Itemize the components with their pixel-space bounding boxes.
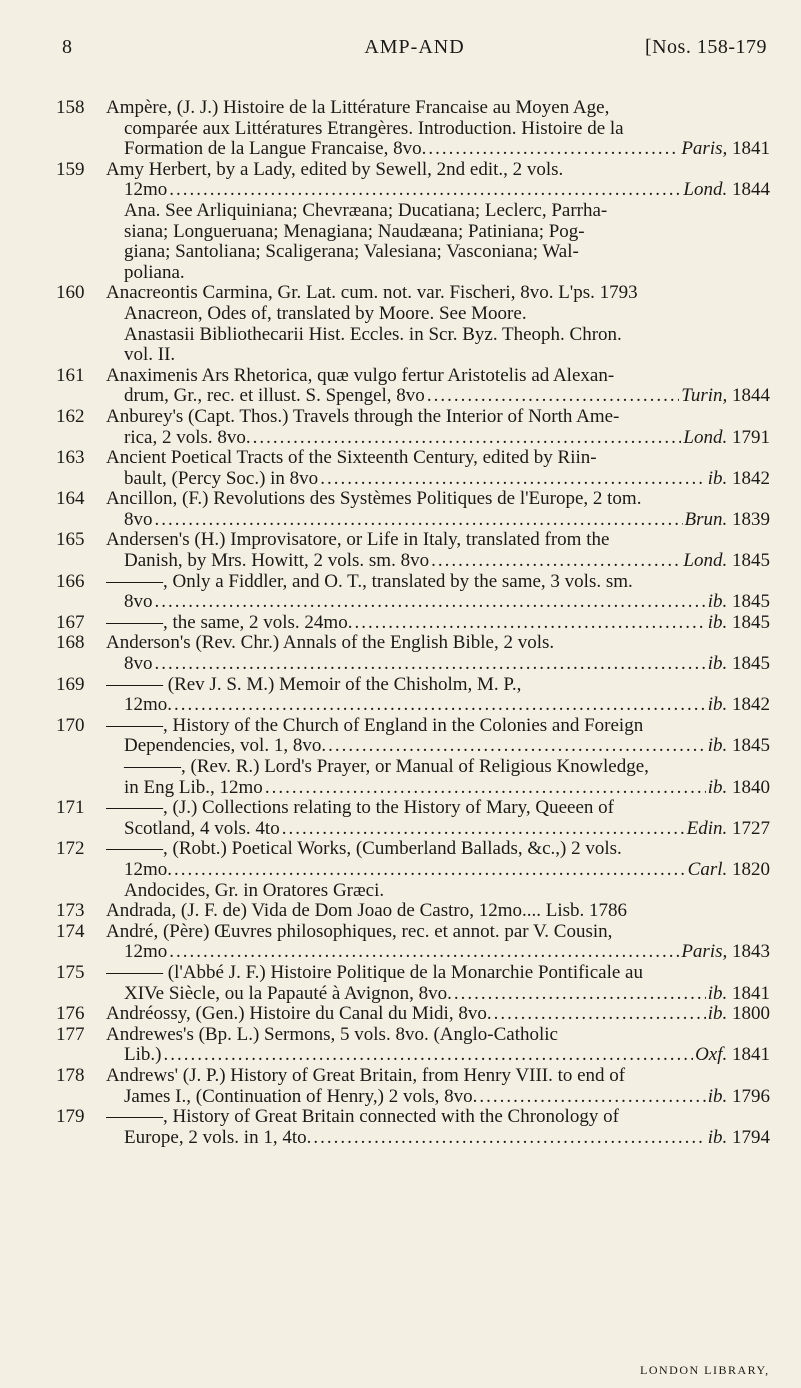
entry-line	[106, 510, 770, 531]
entry-text: 12mo.	[124, 695, 173, 716]
entry-line	[106, 1025, 770, 1046]
entry-line	[106, 757, 770, 778]
entry-text: Anderson's (Rev. Chr.) Annals of the English Bible, 2 vols.	[106, 633, 555, 654]
dot-leader	[320, 469, 706, 490]
imprint-place: Lond.	[683, 551, 728, 572]
entry-line	[106, 489, 770, 510]
entry-line	[106, 984, 770, 1005]
entry-line	[106, 963, 770, 984]
entry-line	[106, 633, 770, 654]
entry-body	[106, 901, 770, 922]
entry-line	[106, 1087, 770, 1108]
entry-line	[106, 716, 770, 737]
catalogue-entry	[56, 901, 770, 922]
entry-line	[106, 1066, 770, 1087]
catalogue-entry	[56, 1107, 770, 1148]
entry-body	[106, 963, 770, 1004]
imprint-year: 1845	[732, 551, 770, 572]
entry-text: Ancillon, (F.) Revolutions des Systèmes Politiques de l'Europe, 2 tom.	[106, 489, 642, 510]
entry-line	[106, 778, 770, 799]
entry-line	[106, 551, 770, 572]
imprint-place: Paris,	[681, 942, 728, 963]
entry-body	[106, 448, 770, 489]
catalogue-entry	[56, 448, 770, 489]
imprint	[708, 1128, 770, 1149]
catalogue-entry	[56, 798, 770, 839]
page-title: AMP-AND	[364, 36, 465, 58]
imprint-place: ib.	[707, 612, 728, 633]
dot-leader	[265, 778, 706, 799]
running-header	[62, 36, 767, 64]
entry-line	[106, 407, 770, 428]
imprint-place: ib.	[707, 1127, 728, 1148]
imprint-place: ib.	[707, 1086, 728, 1107]
entry-text: Andrada, (J. F. de) Vida de Dom Joao de Castro, 12mo.... Lisb. 1786	[106, 901, 627, 922]
entry-text: Europe, 2 vols. in 1, 4to.	[124, 1127, 312, 1148]
entry-line	[106, 736, 770, 757]
entry-line	[106, 1107, 770, 1128]
catalogue-entries	[56, 98, 770, 1148]
entry-line	[106, 160, 770, 181]
dot-leader	[427, 386, 679, 407]
entry-text: Formation de la Langue Francaise, 8vo.	[124, 139, 427, 160]
dot-leader	[328, 736, 706, 757]
entry-line	[106, 428, 770, 449]
entry-body	[106, 1066, 770, 1107]
entry-body	[106, 98, 770, 160]
entry-number: 172	[56, 838, 85, 860]
entry-text: giana; Santoliana; Scaligerana; Valesiana; Vasconiana; Wal-	[124, 242, 579, 263]
imprint-year: 1845	[732, 736, 770, 757]
imprint-place: ib.	[707, 654, 728, 675]
entry-range: [Nos. 158-179	[644, 36, 767, 58]
entry-body	[106, 160, 770, 284]
library-stamp: LONDON LIBRARY,	[640, 1363, 770, 1377]
entry-text: Ampère, (J. J.) Histoire de la Littérature Francaise au Moyen Age,	[106, 98, 610, 118]
imprint-place: ib.	[707, 695, 728, 716]
entry-line	[106, 942, 770, 963]
imprint	[708, 592, 770, 613]
imprint-year: 1844	[732, 386, 770, 407]
imprint-year: 1791	[732, 427, 770, 448]
entry-line	[106, 798, 770, 819]
entry-text: Ana. See Arliquiniana; Chevræana; Ducatiana; Leclerc, Parrha-	[124, 200, 608, 221]
entry-number: 162	[56, 405, 85, 427]
entry-number: 165	[56, 529, 85, 551]
entry-body	[106, 530, 770, 571]
entry-number: 176	[56, 1003, 85, 1025]
imprint	[708, 1087, 770, 1108]
imprint-place: Paris,	[681, 139, 728, 160]
catalogue-entry	[56, 489, 770, 530]
imprint-place: Turin,	[681, 386, 728, 407]
entry-text: Andréossy, (Gen.) Histoire du Canal du Midi, 8vo.	[106, 1004, 492, 1025]
entry-text: Andocides, Gr. in Oratores Græci.	[124, 880, 385, 901]
entry-text: Danish, by Mrs. Howitt, 2 vols. sm. 8vo	[124, 551, 430, 572]
imprint	[695, 1045, 770, 1066]
entry-text: Ancient Poetical Tracts of the Sixteenth Century, edited by Riin-	[106, 448, 597, 469]
dot-leader	[169, 180, 681, 201]
entry-line	[106, 304, 770, 325]
entry-number: 158	[56, 97, 85, 118]
imprint	[708, 736, 770, 757]
catalogue-entry	[56, 160, 770, 284]
entry-text: ———, the same, 2 vols. 24mo.	[106, 612, 353, 633]
imprint-year: 1841	[732, 983, 770, 1004]
imprint	[688, 860, 770, 881]
catalogue-entry	[56, 1025, 770, 1066]
imprint-place: ib.	[707, 983, 728, 1004]
imprint	[708, 1004, 770, 1025]
dot-leader	[428, 139, 679, 160]
imprint-year: 1844	[732, 180, 770, 201]
entry-line	[106, 180, 770, 201]
imprint	[708, 469, 770, 490]
entry-text: rica, 2 vols. 8vo.	[124, 427, 251, 448]
entry-text: drum, Gr., rec. et illust. S. Spengel, 8vo	[124, 386, 425, 407]
entry-body	[106, 1004, 770, 1025]
entry-body	[106, 613, 770, 634]
imprint-year: 1820	[732, 859, 770, 880]
dot-leader	[174, 860, 686, 881]
entry-number: 171	[56, 797, 85, 819]
entry-number: 167	[56, 611, 85, 633]
entry-text: André, (Père) Œuvres philosophiques, rec. et annot. par V. Cousin,	[106, 921, 613, 942]
entry-line	[106, 860, 770, 881]
entry-text: Andrews' (J. P.) History of Great Britain, from Henry VIII. to end of	[106, 1065, 626, 1086]
catalogue-entry	[56, 922, 770, 963]
entry-line	[106, 572, 770, 593]
entry-text: Dependencies, vol. 1, 8vo.	[124, 736, 327, 757]
entry-text: poliana.	[124, 262, 185, 283]
entry-text: Scotland, 4 vols. 4to	[124, 818, 280, 839]
catalogue-entry	[56, 366, 770, 407]
imprint	[708, 654, 770, 675]
catalogue-entry	[56, 1004, 770, 1025]
entry-body	[106, 366, 770, 407]
dot-leader	[354, 613, 705, 634]
imprint-place: ib.	[707, 777, 728, 798]
catalogue-entry	[56, 98, 770, 160]
catalogue-entry	[56, 572, 770, 613]
entry-line	[106, 386, 770, 407]
imprint-year: 1727	[732, 818, 770, 839]
dot-leader	[155, 654, 706, 675]
entry-text: ———, History of Great Britain connected with the Chronology of	[106, 1107, 619, 1128]
entry-text: Anacreon, Odes of, translated by Moore. See Moore.	[124, 303, 527, 324]
imprint-year: 1845	[732, 654, 770, 675]
entry-number: 166	[56, 570, 85, 592]
entry-line	[106, 592, 770, 613]
entry-text: Andersen's (H.) Improvisatore, or Life in Italy, translated from the	[106, 530, 610, 551]
page-number: 8	[62, 36, 73, 58]
imprint-year: 1794	[732, 1127, 770, 1148]
dot-leader	[253, 428, 682, 449]
entry-line	[106, 675, 770, 696]
entry-text: Anacreontis Carmina, Gr. Lat. cum. not. var. Fischeri, 8vo. L'ps. 1793	[106, 283, 638, 304]
imprint	[681, 139, 770, 160]
imprint-place: Carl.	[687, 859, 728, 880]
entry-text: 8vo	[124, 592, 153, 613]
entry-text: ——— (Rev J. S. M.) Memoir of the Chisholm, M. P.,	[106, 674, 522, 695]
entry-number: 164	[56, 488, 85, 510]
entry-number: 178	[56, 1064, 85, 1086]
imprint-year: 1839	[732, 509, 770, 530]
entry-text: vol. II.	[124, 345, 176, 366]
imprint-place: ib.	[707, 1004, 728, 1025]
entry-line	[106, 222, 770, 243]
imprint-place: Edin.	[686, 818, 728, 839]
dot-leader	[454, 984, 706, 1005]
entry-line	[106, 263, 770, 284]
imprint-place: ib.	[707, 592, 728, 613]
entry-number: 173	[56, 900, 85, 922]
entry-line	[106, 119, 770, 140]
imprint	[708, 778, 770, 799]
entry-line	[106, 881, 770, 902]
catalogue-entry	[56, 283, 770, 365]
entry-line	[106, 819, 770, 840]
dot-leader	[282, 819, 685, 840]
catalogue-entry	[56, 839, 770, 901]
entry-text: ———, History of the Church of England in the Colonies and Foreign	[106, 715, 644, 736]
entry-line	[106, 839, 770, 860]
entry-line	[106, 530, 770, 551]
entry-line	[106, 242, 770, 263]
entry-line	[106, 613, 770, 634]
dot-leader	[163, 1045, 693, 1066]
entry-body	[106, 489, 770, 530]
catalogue-entry	[56, 716, 770, 798]
entry-text: ———, (Rev. R.) Lord's Prayer, or Manual of Religious Knowledge,	[124, 757, 649, 777]
entry-text: ———, (J.) Collections relating to the History of Mary, Queeen of	[106, 798, 614, 819]
imprint	[708, 613, 770, 634]
imprint-place: ib.	[707, 468, 728, 489]
dot-leader	[155, 510, 683, 531]
imprint-year: 1800	[732, 1004, 770, 1025]
entry-line	[106, 1004, 770, 1025]
imprint	[687, 819, 770, 840]
imprint	[681, 942, 770, 963]
imprint-year: 1841	[732, 139, 770, 160]
imprint	[708, 695, 770, 716]
imprint	[685, 510, 771, 531]
entry-body	[106, 839, 770, 901]
entry-text: ———, Only a Fiddler, and O. T., translated by the same, 3 vols. sm.	[106, 571, 633, 592]
imprint-place: Lond.	[683, 427, 728, 448]
entry-body	[106, 1107, 770, 1148]
catalogue-entry	[56, 633, 770, 674]
imprint-year: 1840	[732, 777, 770, 798]
entry-body	[106, 633, 770, 674]
dot-leader	[169, 942, 679, 963]
entry-text: in Eng Lib., 12mo	[124, 777, 263, 798]
entry-body	[106, 407, 770, 448]
entry-text: bault, (Percy Soc.) in 8vo	[124, 468, 319, 489]
imprint	[681, 386, 770, 407]
imprint-year: 1845	[732, 612, 770, 633]
dot-leader	[479, 1087, 705, 1108]
entry-text: 8vo	[124, 654, 153, 675]
entry-text: XIVe Siècle, ou la Papauté à Avignon, 8vo.	[124, 983, 452, 1004]
entry-text: Amy Herbert, by a Lady, edited by Sewell, 2nd edit., 2 vols.	[106, 159, 564, 180]
entry-line	[106, 366, 770, 387]
entry-line	[106, 922, 770, 943]
imprint-year: 1796	[732, 1086, 770, 1107]
entry-number: 179	[56, 1106, 85, 1128]
entry-body	[106, 798, 770, 839]
entry-body	[106, 716, 770, 798]
imprint	[683, 551, 770, 572]
entry-line	[106, 448, 770, 469]
entry-text: ———, (Robt.) Poetical Works, (Cumberland Ballads, &c.,) 2 vols.	[106, 839, 622, 860]
entry-text: ——— (l'Abbé J. F.) Histoire Politique de la Monarchie Pontificale au	[106, 962, 643, 983]
catalogue-entry	[56, 963, 770, 1004]
imprint-place: Oxf.	[695, 1045, 728, 1066]
entry-line	[106, 695, 770, 716]
entry-line	[106, 345, 770, 366]
entry-number: 163	[56, 447, 85, 469]
entry-text: Andrewes's (Bp. L.) Sermons, 5 vols. 8vo. (Anglo-Catholic	[106, 1024, 558, 1045]
entry-number: 161	[56, 364, 85, 386]
imprint-place: Lond.	[683, 180, 728, 201]
catalogue-entry	[56, 675, 770, 716]
imprint	[683, 180, 770, 201]
entry-number: 160	[56, 282, 85, 304]
catalogue-entry	[56, 613, 770, 634]
entry-line	[106, 283, 770, 304]
dot-leader	[174, 695, 706, 716]
entry-text: Anburey's (Capt. Thos.) Travels through the Interior of North Ame-	[106, 406, 620, 427]
entry-text: 8vo	[124, 509, 153, 530]
entry-body	[106, 1025, 770, 1066]
entry-line	[106, 201, 770, 222]
imprint-year: 1843	[732, 942, 770, 963]
catalogue-entry	[56, 1066, 770, 1107]
entry-line	[106, 98, 770, 119]
entry-text: Lib.)	[124, 1045, 162, 1066]
entry-text: 12mo	[124, 180, 168, 201]
entry-body	[106, 922, 770, 963]
entry-text: 12mo.	[124, 859, 173, 880]
entry-line	[106, 654, 770, 675]
entry-line	[106, 325, 770, 346]
entry-line	[106, 139, 770, 160]
entry-body	[106, 283, 770, 365]
imprint-place: Brun.	[684, 509, 728, 530]
dot-leader	[155, 592, 706, 613]
dot-leader	[313, 1128, 705, 1149]
entry-text: Anastasii Bibliothecarii Hist. Eccles. in Scr. Byz. Theoph. Chron.	[124, 324, 622, 345]
imprint-year: 1842	[732, 695, 770, 716]
entry-body	[106, 675, 770, 716]
entry-number: 170	[56, 714, 85, 736]
catalogue-entry	[56, 407, 770, 448]
entry-text: comparée aux Littératures Etrangères. Introduction. Histoire de la	[124, 118, 624, 139]
entry-number: 168	[56, 632, 85, 654]
entry-line	[106, 469, 770, 490]
dot-leader	[494, 1004, 706, 1025]
imprint-year: 1841	[732, 1045, 770, 1066]
imprint-year: 1842	[732, 468, 770, 489]
entry-body	[106, 572, 770, 613]
entry-number: 175	[56, 961, 85, 983]
imprint	[708, 984, 770, 1005]
entry-text: James I., (Continuation of Henry,) 2 vols, 8vo.	[124, 1086, 478, 1107]
dot-leader	[431, 551, 681, 572]
entry-number: 169	[56, 673, 85, 695]
imprint	[683, 428, 770, 449]
entry-text: Anaximenis Ars Rhetorica, quæ vulgo fertur Aristotelis ad Alexan-	[106, 365, 615, 386]
entry-line	[106, 1045, 770, 1066]
entry-number: 174	[56, 920, 85, 942]
entry-line	[106, 1128, 770, 1149]
imprint-year: 1845	[732, 592, 770, 613]
entry-text: siana; Longueruana; Menagiana; Naudæana; Patiniana; Pog-	[124, 221, 585, 242]
entry-line	[106, 901, 770, 922]
imprint-place: ib.	[707, 736, 728, 757]
entry-number: 159	[56, 158, 85, 180]
catalogue-entry	[56, 530, 770, 571]
entry-number: 177	[56, 1023, 85, 1045]
entry-text: 12mo	[124, 942, 168, 963]
